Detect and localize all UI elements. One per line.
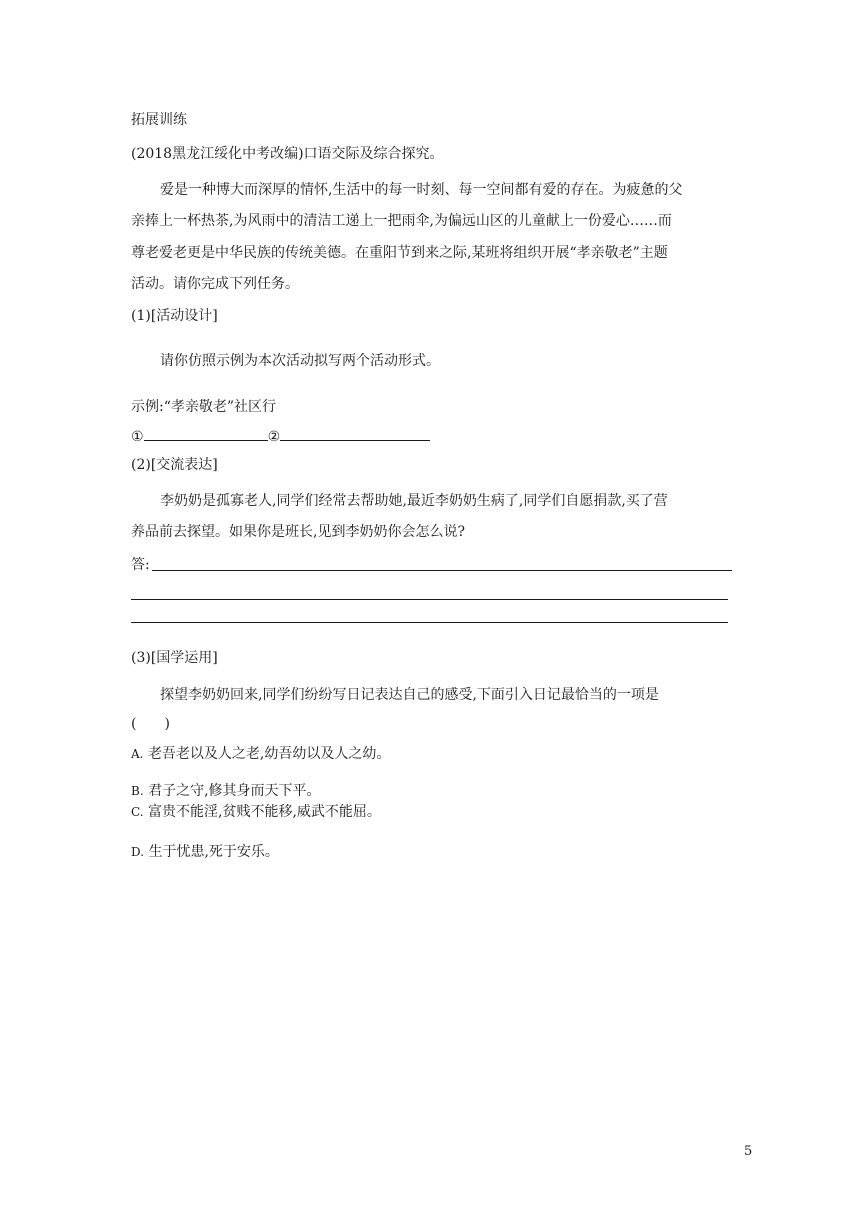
option-letter: C. [131, 805, 144, 819]
option-letter: B. [131, 784, 144, 798]
q1-heading: (1)[活动设计] [131, 308, 218, 324]
page-number: 5 [744, 1144, 753, 1159]
blank2-label: ② [267, 429, 281, 445]
blank2-line[interactable] [280, 426, 430, 441]
answer-line-3[interactable] [131, 622, 728, 623]
answer-line-1[interactable] [152, 570, 732, 571]
option-b[interactable] [131, 782, 321, 800]
q2-prompt-line: 李奶奶是孤寡老人,同学们经常去帮助她,最近李奶奶生病了,同学们自愿捐款,买了营 [160, 493, 668, 509]
q3-answer-paren: ( ) [131, 716, 170, 732]
q2-prompt-line: 养品前去探望。如果你是班长,见到李奶奶你会怎么说? [131, 524, 465, 540]
intro-line: 亲捧上一杯热茶,为风雨中的清洁工递上一把雨伞,为偏远山区的儿童献上一份爱心……而 [131, 213, 672, 229]
q2-heading: (2)[交流表达] [131, 457, 218, 473]
option-text: 生于忧患,死于安乐。 [148, 844, 279, 860]
q3-heading: (3)[国学运用] [131, 650, 218, 666]
intro-line: 活动。请你完成下列任务。 [131, 276, 299, 292]
q1-prompt: 请你仿照示例为本次活动拟写两个活动形式。 [160, 353, 440, 369]
intro-line: 爱是一种博大而深厚的情怀,生活中的每一时刻、每一空间都有爱的存在。为疲惫的父 [160, 182, 683, 198]
blank1-label: ① [131, 429, 144, 445]
q2-answer-label: 答: [131, 557, 150, 573]
q1-answer-blanks [131, 426, 430, 446]
option-text: 富贵不能淫,贫贱不能移,威武不能屈。 [148, 804, 381, 820]
question-source: (2018黑龙江绥化中考改编)口语交际及综合探究。 [131, 146, 444, 162]
option-letter: A. [131, 747, 144, 761]
section-title: 拓展训练 [131, 112, 187, 128]
option-a[interactable] [131, 745, 390, 763]
option-text: 君子之守,修其身而天下平。 [148, 783, 321, 799]
option-letter: D. [131, 845, 145, 859]
option-c[interactable] [131, 803, 381, 821]
option-text: 老吾老以及人之老,幼吾幼以及人之幼。 [147, 746, 391, 762]
blank1-line[interactable] [144, 426, 268, 441]
answer-line-2[interactable] [131, 599, 728, 600]
q1-example: 示例:“孝亲敬老”社区行 [131, 399, 277, 415]
intro-line: 尊老爱老更是中华民族的传统美德。在重阳节到来之际,某班将组织开展“孝亲敬老”主题 [131, 245, 668, 261]
option-d[interactable] [131, 843, 279, 861]
q3-prompt: 探望李奶奶回来,同学们纷纷写日记表达自己的感受,下面引入日记最恰当的一项是 [160, 687, 659, 703]
